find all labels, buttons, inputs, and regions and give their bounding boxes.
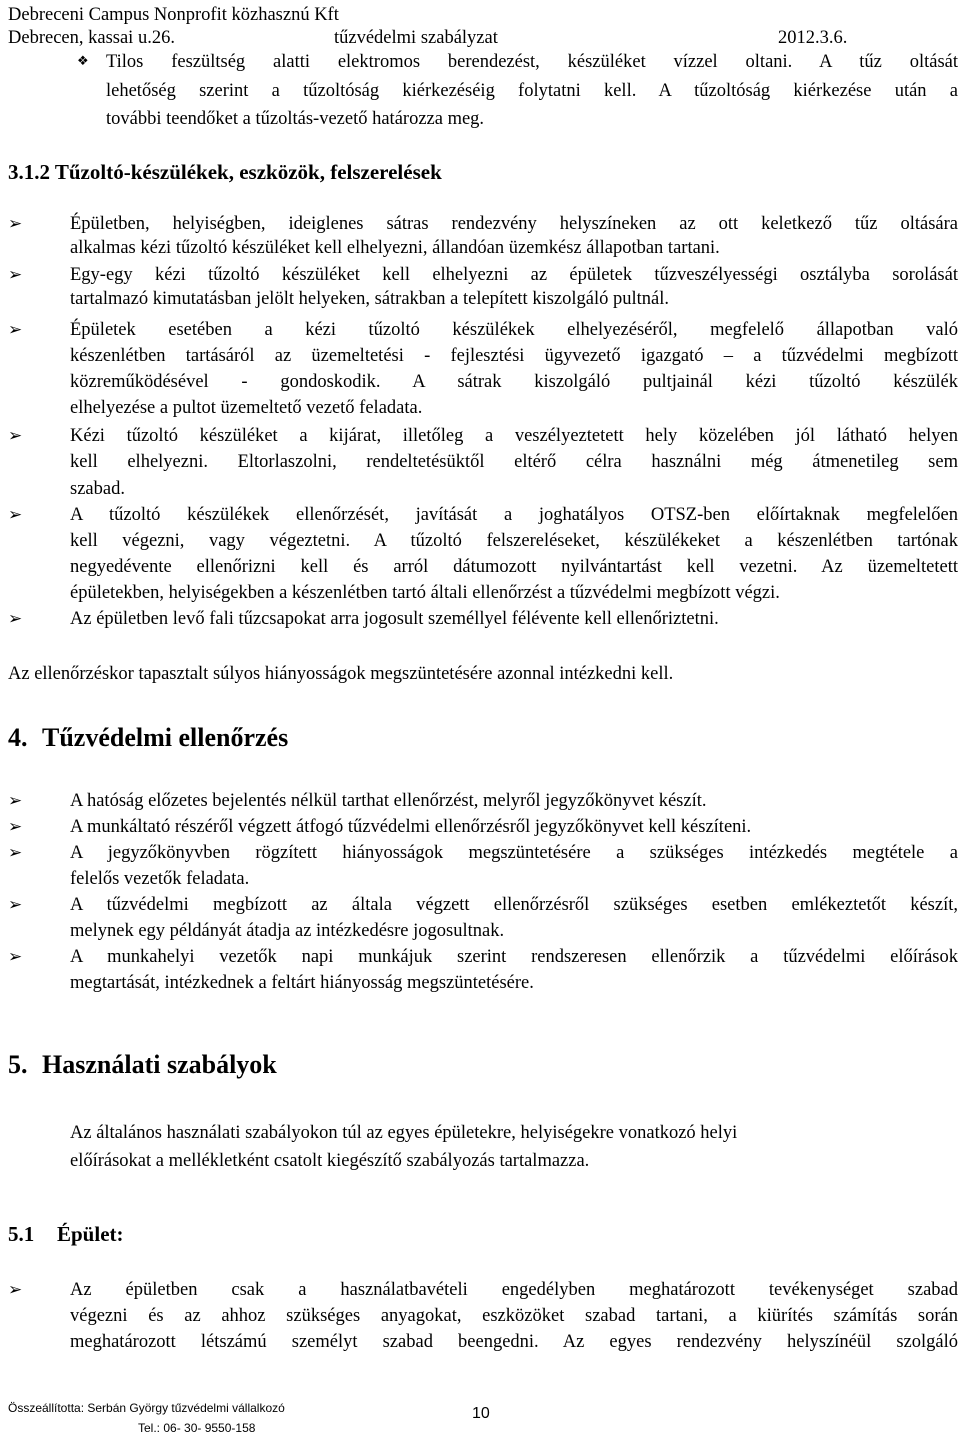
s312-b1-line-1: Épületben, helyiségben, ideiglenes sátras rendezvény helyszíneken az ott keletkező tűz oltására <box>70 214 958 234</box>
top-bullet-line-1: Tilos feszültség alatti elektromos berendezést, készüléket vízzel oltani. A tűz oltását <box>106 52 958 72</box>
s312-b6-line-1: Az épületben levő fali tűzcsapokat arra jogosult személlyel félévente kell ellenőriztetni. <box>70 609 719 629</box>
s312-b5-line-2: kell végezni, vagy végeztetni. A tűzoltó felszereléseket, készülékeket a készenlétben tartónak <box>70 531 958 551</box>
arrow-bullet-icon: ➢ <box>8 214 23 234</box>
s5-line-2: előírásokat a mellékletként csatolt kiegészítő szabályozás tartalmazza. <box>70 1151 590 1171</box>
s4-b1-line-1: A hatóság előzetes bejelentés nélkül tarthat ellenőrzést, melyről jegyzőkönyvet készít. <box>70 791 707 811</box>
section-4-number: 4. <box>8 723 28 752</box>
header-date: 2012.3.6. <box>778 28 848 48</box>
section-51-number: 5.1 <box>8 1222 35 1246</box>
s312-b5-line-3: negyedévente ellenőrizni kell és arról dátumozott nyilvántartást kell vezetni. Az üzemeltetett <box>70 557 958 577</box>
s312-b5-line-1: A tűzoltó készülékek ellenőrzését, javítását a joghatályos OTSZ-ben előírtaknak megfelelően <box>70 505 958 525</box>
section-5-title: Használati szabályok <box>42 1050 277 1079</box>
section-51-title: Épület: <box>57 1222 124 1246</box>
arrow-bullet-icon: ➢ <box>8 895 23 915</box>
section-4-title: Tűzvédelmi ellenőrzés <box>42 723 289 752</box>
s4-b3-line-1: A jegyzőkönyvben rögzített hiányosságok megszüntetésére a szükséges intézkedés megtétele a <box>70 843 958 863</box>
s4-b4-line-1: A tűzvédelmi megbízott az általa végzett ellenőrzésről szükséges esetben emlékeztetőt készít, <box>70 895 958 915</box>
arrow-bullet-icon: ➢ <box>8 843 23 863</box>
arrow-bullet-icon: ➢ <box>8 609 23 629</box>
arrow-bullet-icon: ➢ <box>8 1280 23 1300</box>
header-doc-title: tűzvédelmi szabályzat <box>334 28 498 48</box>
arrow-bullet-icon: ➢ <box>8 265 23 285</box>
s312-b5-line-4: épületekben, helyiségekben a készenlétben tartó általi ellenőrzést a tűzvédelmi megbízott végzi. <box>70 583 780 603</box>
top-bullet-line-3: további teendőket a tűzoltás-vezető határozza meg. <box>106 109 485 129</box>
s51-line-2: végezni és az ahhoz szükséges anyagokat, eszközöket szabad tartani, a kiürítés számítás során <box>70 1306 958 1326</box>
s312-b3-line-4: elhelyezése a pultot üzemeltető vezető feladata. <box>70 398 423 418</box>
header-address: Debrecen, kassai u.26. <box>8 28 175 48</box>
s312-b3-line-1: Épületek esetében a kézi tűzoltó készülékek elhelyezéséről, megfelelő állapotban való <box>70 320 958 340</box>
arrow-bullet-icon: ➢ <box>8 817 23 837</box>
s4-b5-line-1: A munkahelyi vezetők napi munkájuk szerint rendszeresen ellenőrzik a tűzvédelmi előírások <box>70 947 958 967</box>
arrow-bullet-icon: ➢ <box>8 791 23 811</box>
arrow-bullet-icon: ➢ <box>8 947 23 967</box>
s51-line-1: Az épületben csak a használatbavételi engedélyben meghatározott tevékenységet szabad <box>70 1280 958 1300</box>
arrow-bullet-icon: ➢ <box>8 320 23 340</box>
header-org: Debreceni Campus Nonprofit közhasznú Kft <box>8 5 339 25</box>
section-312-heading: 3.1.2 Tűzoltó-készülékek, eszközök, felszerelések <box>8 160 442 184</box>
s4-b3-line-2: felelős vezetők feladata. <box>70 869 250 889</box>
s4-b5-line-2: megtartását, intézkednek a feltárt hiányosság megszüntetésére. <box>70 973 534 993</box>
diamond-bullet-icon: ❖ <box>77 54 89 69</box>
section-5-number: 5. <box>8 1050 28 1079</box>
top-bullet-line-2: lehetőség szerint a tűzoltóság kiérkezéséig folytatni kell. A tűzoltóság kiérkezése után a <box>106 81 958 101</box>
page-number: 10 <box>472 1405 490 1422</box>
footer-author: Összeállította: Serbán György tűzvédelmi vállalkozó <box>8 1401 285 1415</box>
arrow-bullet-icon: ➢ <box>8 505 23 525</box>
s312-b3-line-3: közreműködésével - gondoskodik. A sátrak kiszolgáló pultjainál kézi tűzoltó készülék <box>70 372 958 392</box>
s51-line-3: meghatározott létszámú személyt szabad beengedni. Az egyes rendezvény helyszínéül szolgáló <box>70 1332 958 1352</box>
s312-closing: Az ellenőrzéskor tapasztalt súlyos hiányosságok megszüntetésére azonnal intézkedni kell. <box>8 664 674 684</box>
s4-b4-line-2: melynek egy példányát átadja az intézkedésre jogosultnak. <box>70 921 505 941</box>
s312-b4-line-1: Kézi tűzoltó készüléket a kijárat, illetőleg a veszélyeztetett hely közelében jól látható helyen <box>70 426 958 446</box>
arrow-bullet-icon: ➢ <box>8 426 23 446</box>
s312-b3-line-2: készenlétben tartásáról az üzemeltetési - fejlesztési ügyvezető igazgató – a tűzvédelmi megbízott <box>70 346 958 366</box>
s312-b2-line-2: tartalmazó kimutatásban jelölt helyeken, sátrakban a telepített kiszolgáló pultnál. <box>70 289 669 309</box>
s312-b1-line-2: alkalmas kézi tűzoltó készüléket kell elhelyezni, állandóan üzemkész állapotban tartani. <box>70 238 720 258</box>
s312-b4-line-3: szabad. <box>70 479 125 499</box>
s312-b2-line-1: Egy-egy kézi tűzoltó készüléket kell elhelyezni az épületek tűzveszélyességi osztályba sorolását <box>70 265 958 285</box>
s4-b2-line-1: A munkáltató részéről végzett átfogó tűzvédelmi ellenőrzésről jegyzőkönyvet kell készíteni. <box>70 817 752 837</box>
footer-phone: Tel.: 06- 30- 9550-158 <box>138 1421 256 1435</box>
s5-line-1: Az általános használati szabályokon túl az egyes épületekre, helyiségekre vonatkozó helyi <box>70 1123 738 1143</box>
s312-b4-line-2: kell elhelyezni. Eltorlaszolni, rendeltetésüktől eltérő célra használni még átmenetileg sem <box>70 452 958 472</box>
